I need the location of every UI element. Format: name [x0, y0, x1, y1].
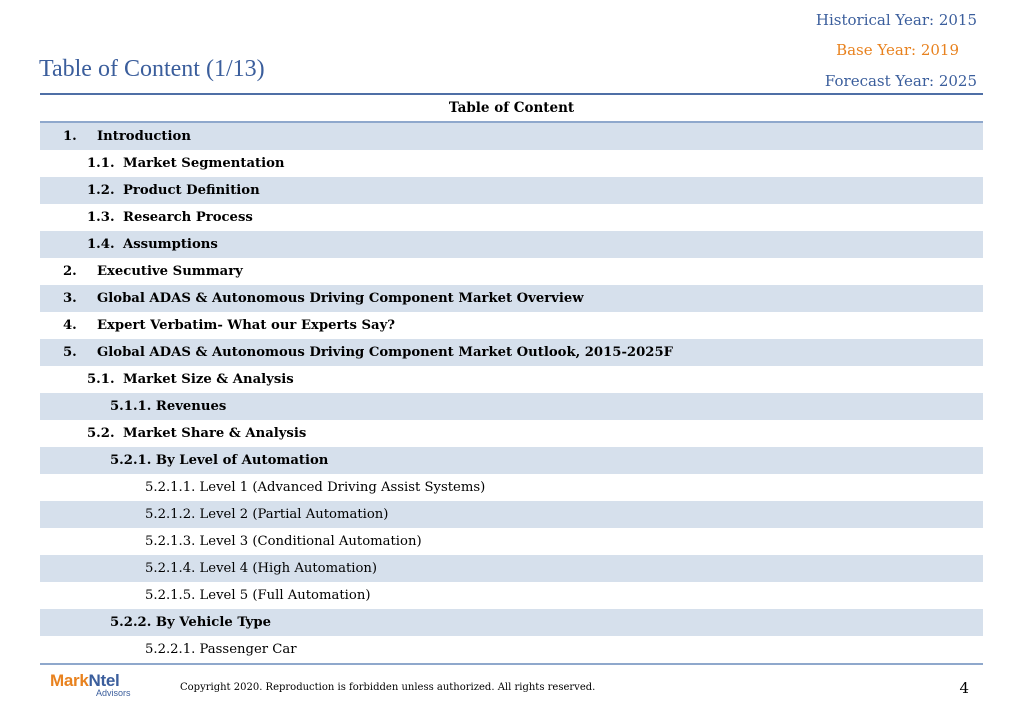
- toc-row-text: 5.2.1.4. Level 4 (High Automation): [145, 561, 378, 576]
- forecast-year: Forecast Year: 2025: [824, 72, 977, 90]
- toc-row-text: Introduction: [97, 129, 191, 144]
- toc-row-text: 5.2.2. By Vehicle Type: [110, 615, 271, 630]
- toc-row-number: 4.: [63, 318, 77, 333]
- markntel-logo: [50, 671, 131, 698]
- toc-row-number: 1.1.: [87, 156, 115, 171]
- toc-row: [40, 312, 983, 339]
- toc-row: [40, 339, 983, 366]
- logo-ntel: Ntel: [88, 671, 120, 690]
- toc-row: [40, 204, 983, 231]
- toc-row-text: Global ADAS & Autonomous Driving Component Market Outlook, 2015-2025F: [97, 345, 674, 360]
- toc-row-number: 1.: [63, 129, 77, 144]
- toc-row: [40, 474, 983, 501]
- toc-row: [40, 366, 983, 393]
- toc-row: [40, 636, 983, 663]
- toc-row: [40, 501, 983, 528]
- toc-row-text: Market Share & Analysis: [123, 426, 307, 441]
- toc-row: [40, 285, 983, 312]
- logo-subtitle: Advisors: [96, 688, 131, 698]
- toc-row: [40, 123, 983, 150]
- toc-row-text: 5.2.2.1. Passenger Car: [145, 642, 297, 657]
- toc-row: [40, 447, 983, 474]
- base-year: Base Year: 2019: [836, 41, 959, 59]
- toc-row-text: 5.2.1. By Level of Automation: [110, 453, 329, 468]
- toc-row-number: 1.2.: [87, 183, 115, 198]
- table-of-content: [40, 93, 983, 665]
- toc-row-number: 5.2.: [87, 426, 115, 441]
- toc-row-text: 5.2.1.1. Level 1 (Advanced Driving Assist Systems): [145, 480, 486, 495]
- toc-row-text: Research Process: [123, 210, 253, 225]
- toc-row-text: 5.2.1.3. Level 3 (Conditional Automation): [145, 534, 422, 549]
- toc-row-text: Market Segmentation: [123, 156, 285, 171]
- toc-bottom-rule: [40, 663, 983, 665]
- toc-row-number: 3.: [63, 291, 77, 306]
- historical-year: Historical Year: 2015: [815, 11, 977, 29]
- toc-row: [40, 231, 983, 258]
- toc-row-number: 1.4.: [87, 237, 115, 252]
- toc-row: [40, 582, 983, 609]
- toc-row-number: 5.1.: [87, 372, 115, 387]
- toc-row: [40, 258, 983, 285]
- toc-row-text: Global ADAS & Autonomous Driving Component Market Overview: [97, 291, 584, 306]
- toc-row-text: 5.2.1.5. Level 5 (Full Automation): [145, 588, 371, 603]
- toc-row: [40, 177, 983, 204]
- toc-row-text: Market Size & Analysis: [123, 372, 294, 387]
- toc-row: [40, 609, 983, 636]
- copyright-notice: Copyright 2020. Reproduction is forbidden unless authorized. All rights reserved.: [180, 682, 596, 693]
- toc-row-number: 5.: [63, 345, 77, 360]
- page-title: Table of Content (1/13): [39, 56, 265, 82]
- toc-row-text: Executive Summary: [97, 264, 243, 279]
- toc-row-number: 2.: [63, 264, 77, 279]
- toc-row-text: Assumptions: [123, 237, 218, 252]
- toc-row-text: 5.2.1.2. Level 2 (Partial Automation): [145, 507, 389, 522]
- toc-row-text: Product Definition: [123, 183, 260, 198]
- toc-heading: Table of Content: [40, 95, 983, 123]
- toc-row: [40, 528, 983, 555]
- toc-row-text: Expert Verbatim- What our Experts Say?: [97, 318, 395, 333]
- page-number: 4: [959, 679, 969, 697]
- toc-row: [40, 150, 983, 177]
- toc-row: [40, 555, 983, 582]
- toc-row: [40, 393, 983, 420]
- toc-row-text: 5.1.1. Revenues: [110, 399, 227, 414]
- toc-row: [40, 420, 983, 447]
- toc-row-number: 1.3.: [87, 210, 115, 225]
- logo-mark: Mark: [50, 671, 89, 690]
